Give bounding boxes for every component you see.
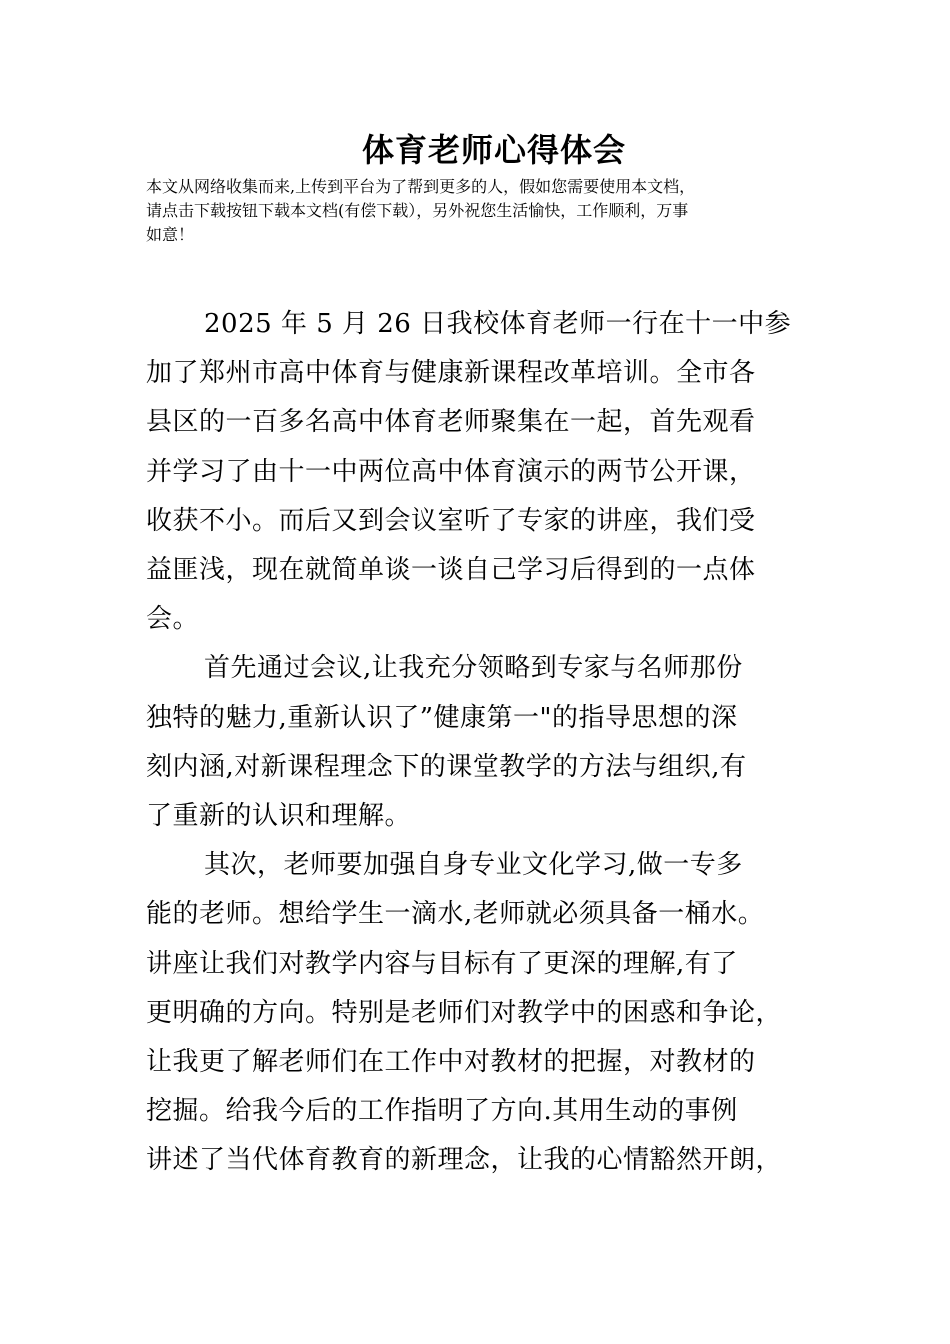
- paragraph-3-line: 让我更了解老师们在工作中对教材的把握，对教材的: [146, 1047, 756, 1078]
- notice-line: 本文从网络收集而来,上传到平台为了帮到更多的人，假如您需要使用本文档，: [146, 177, 696, 196]
- paragraph-3-line: 讲座让我们对教学内容与目标有了更深的理解,有了: [146, 948, 738, 979]
- paragraph-1-line: 并学习了由十一中两位高中体育演示的两节公开课，: [146, 456, 756, 487]
- download-notice: [146, 175, 826, 247]
- notice-line: 如意！: [146, 225, 195, 244]
- paragraph-3-line: 能的老师。想给学生一滴水,老师就必须具备一桶水。: [146, 899, 765, 930]
- notice-line: 请点击下载按钮下载本文档(有偿下载），另外祝您生活愉快，工作顺利，万事: [146, 201, 689, 220]
- paragraph-3-line: 讲述了当代体育教育的新理念，让我的心情豁然开朗，: [146, 1145, 783, 1176]
- paragraph-3-line: 更明确的方向。特别是老师们对教学中的困惑和争论，: [146, 997, 783, 1028]
- paragraph-1-line: 加了郑州市高中体育与健康新课程改革培训。全市各: [146, 358, 756, 389]
- paragraph-1-line: 会。: [146, 604, 200, 635]
- paragraph-3-line: 其次，老师要加强自身专业文化学习,做一专多: [204, 850, 743, 881]
- document-body: [146, 300, 836, 1186]
- paragraph-1-line: 益匪浅，现在就简单谈一谈自己学习后得到的一点体: [146, 555, 756, 586]
- paragraph-2-line: 独特的魅力,重新认识了”健康第一"的指导思想的深: [146, 702, 738, 733]
- paragraph-1-line: 县区的一百多名高中体育老师聚集在一起，首先观看: [146, 407, 756, 438]
- paragraph-1-line: 收获不小。而后又到会议室听了专家的讲座，我们受: [146, 505, 756, 536]
- paragraph-3-line: 挖掘。给我今后的工作指明了方向.其用生动的事例: [146, 1096, 738, 1127]
- paragraph-2-line: 刻内涵,对新课程理念下的课堂教学的方法与组织,有: [146, 751, 747, 782]
- paragraph-1-line: 2025 年 5 月 26 日我校体育老师一行在十一中参: [204, 309, 792, 339]
- paragraph-2-line: 了重新的认识和理解。: [146, 801, 412, 832]
- document-title: 体育老师心得体会: [361, 131, 626, 169]
- paragraph-2-line: 首先通过会议,让我充分领略到专家与名师那份: [204, 653, 743, 684]
